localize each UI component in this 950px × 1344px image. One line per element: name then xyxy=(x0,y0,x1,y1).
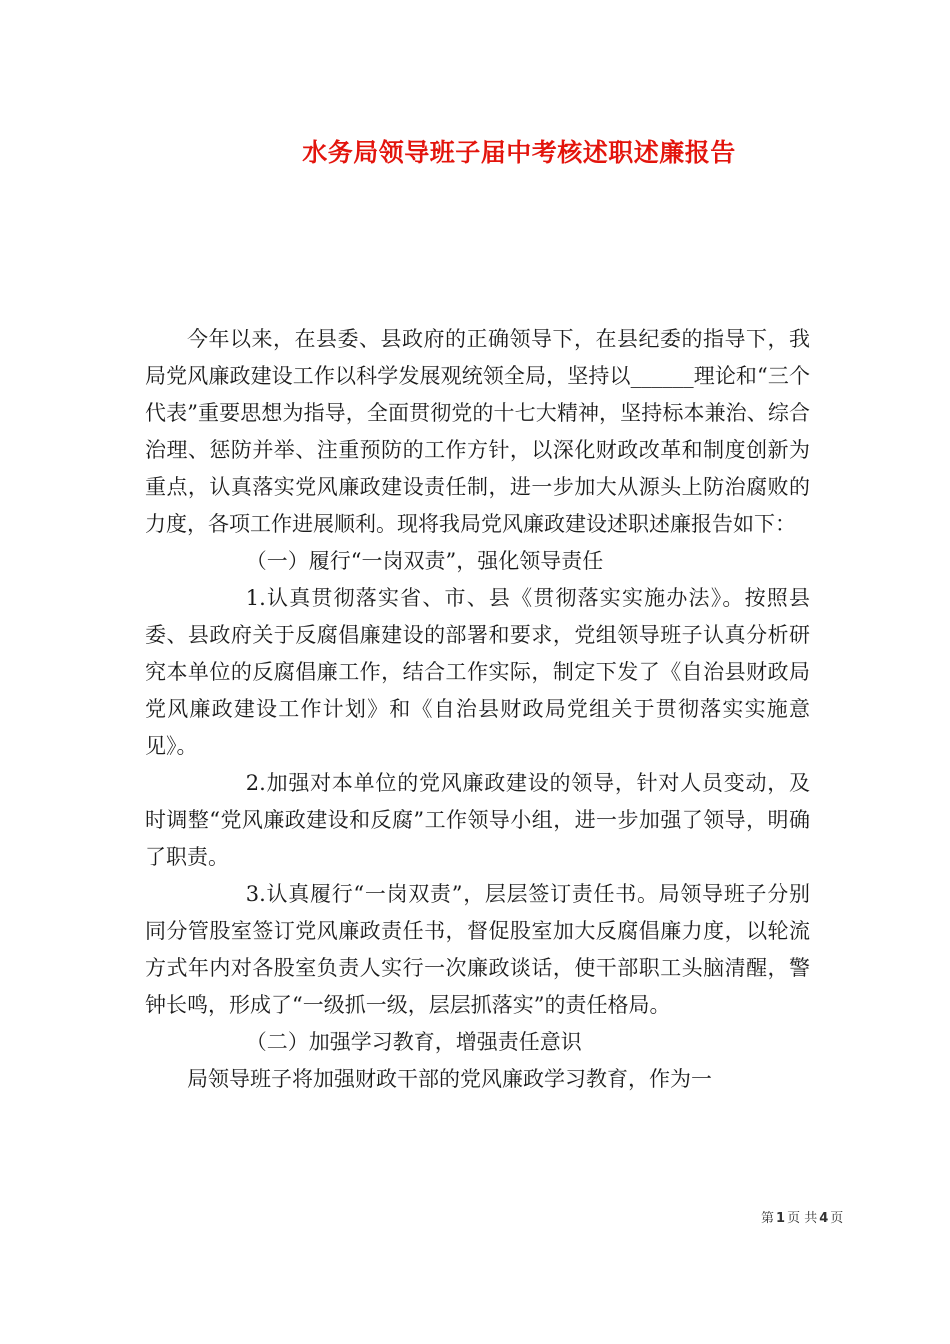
total-pages-number: 4 xyxy=(819,1211,829,1226)
current-page-number: 1 xyxy=(776,1211,786,1226)
section-heading-2: （二）加强学习教育，增强责任意识 xyxy=(245,1030,582,1054)
footer-prefix: 第 xyxy=(761,1211,775,1226)
list-item-3: 3.认真履行“一岗双责”，层层签订责任书。局领导班子分别同分管股室签订党风廉政责任书，督促股室加大反腐倡廉力度，以轮流方式年内对各股室负责人实行一次廉政谈话，使干部职工头脑清醒，警钟长鸣，形成了“一级抓一级，层层抓落实”的责任格局。 xyxy=(145,882,810,1017)
document-body xyxy=(145,321,810,1098)
list-item-2: 2.加强对本单位的党风廉政建设的领导，针对人员变动，及时调整“党风廉政建设和反腐”工作领导小组，进一步加强了领导，明确了职责。 xyxy=(145,771,810,869)
footer-middle: 页 共 xyxy=(787,1211,818,1226)
page-footer xyxy=(0,1207,950,1226)
body-paragraph: 局领导班子将加强财政干部的党风廉政学习教育，作为一 xyxy=(187,1067,712,1091)
intro-paragraph: 今年以来，在县委、县政府的正确领导下，在县纪委的指导下，我局党风廉政建设工作以科学发展观统领全局，坚持以______理论和“三个代表”重要思想为指导，全面贯彻党的十七大精神，坚持标本兼治、综合治理、惩防并举、注重预防的工作方针，以深化财政改革和制度创新为重点，认真落实党风廉政建设责任制，进一步加大从源头上防治腐败的力度，各项工作进展顺利。现将我局党风廉政建设述职述廉报告如下： xyxy=(145,327,810,536)
page-title: 水务局领导班子届中考核述职述廉报告 xyxy=(302,138,736,167)
list-item-1: 1.认真贯彻落实省、市、县《贯彻落实实施办法》。按照县委、县政府关于反腐倡廉建设的部署和要求，党组领导班子认真分析研究本单位的反腐倡廉工作，结合工作实际，制定下发了《自治县财政局党风廉政建设工作计划》和《自治县财政局党组关于贯彻落实实施意见》。 xyxy=(145,586,810,758)
footer-suffix: 页 xyxy=(830,1211,844,1226)
section-heading-1: （一）履行“一岗双责”，强化领导责任 xyxy=(245,549,604,573)
